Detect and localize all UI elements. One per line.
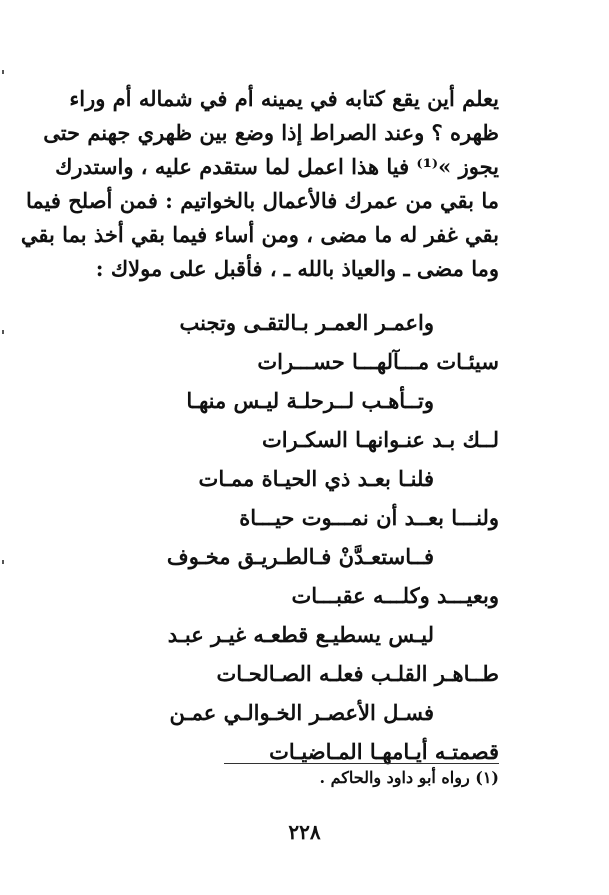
paragraph-line: وما مضى ـ والعياذ بالله ـ ، فأقبل على مولاك :: [95, 256, 499, 281]
poem-line: ليـس يسطيـع قطعـه غيـر عبـد: [167, 622, 434, 647]
page-number: ٢٢٨: [288, 820, 321, 844]
scan-margin-mark: [2, 560, 4, 564]
poem-line: وبعيـــد وكلـــه عقبـــات: [291, 583, 499, 608]
paragraph-line: يعلم أين يقع كتابه في يمينه أم في شماله أم وراء: [69, 86, 499, 111]
paragraph-line: يجوز »⁽¹⁾ فيا هذا اعمل لما ستقدم عليه ، واستدرك: [55, 154, 499, 179]
poem-line: سيئـات مـــآلهـــا حســـرات: [257, 349, 499, 374]
poem-line: فلنـا بعـد ذي الحيـاة ممـات: [198, 466, 434, 491]
poem-line: ولنـــا بعــد أن نمـــوت حيـــاة: [239, 505, 499, 530]
poem-line: لــك بـد عنـوانهـا السكـرات: [261, 427, 499, 452]
poem-line: فــاستعـدَّنْ فـالطـريـق مخـوف: [166, 544, 434, 569]
paragraph-line: ما بقي من عمرك فالأعمال بالخواتيم : فمن أصلح فيما: [25, 188, 499, 213]
poem-line: طــاهـر القلـب فعلـه الصـالحـات: [216, 661, 499, 686]
poem-line: فسـل الأعصـر الخـوالـي عمـن: [169, 700, 434, 725]
paragraph-line: ظهره ؟ وعند الصراط إذا وضع بين ظهري جهنم حتى: [43, 120, 499, 145]
footnote: (١) رواه أبو داود والحاكم .: [319, 768, 499, 787]
paragraph-line: بقي غفر له ما مضى ، ومن أساء فيما بقي أخذ بما بقي: [20, 222, 499, 247]
body-paragraph: [20, 82, 499, 286]
poem-line: وتــأهـب لــرحلـة ليـس منهـا: [186, 388, 434, 413]
footnote-divider: [224, 763, 499, 764]
scan-margin-mark: [2, 70, 4, 74]
poem-line: قصمتـه أيـامهـا المـاضيـات: [269, 739, 499, 764]
poem-line: واعمـر العمـر بـالتقـى وتجنب: [179, 310, 434, 335]
scan-margin-mark: [2, 330, 4, 334]
